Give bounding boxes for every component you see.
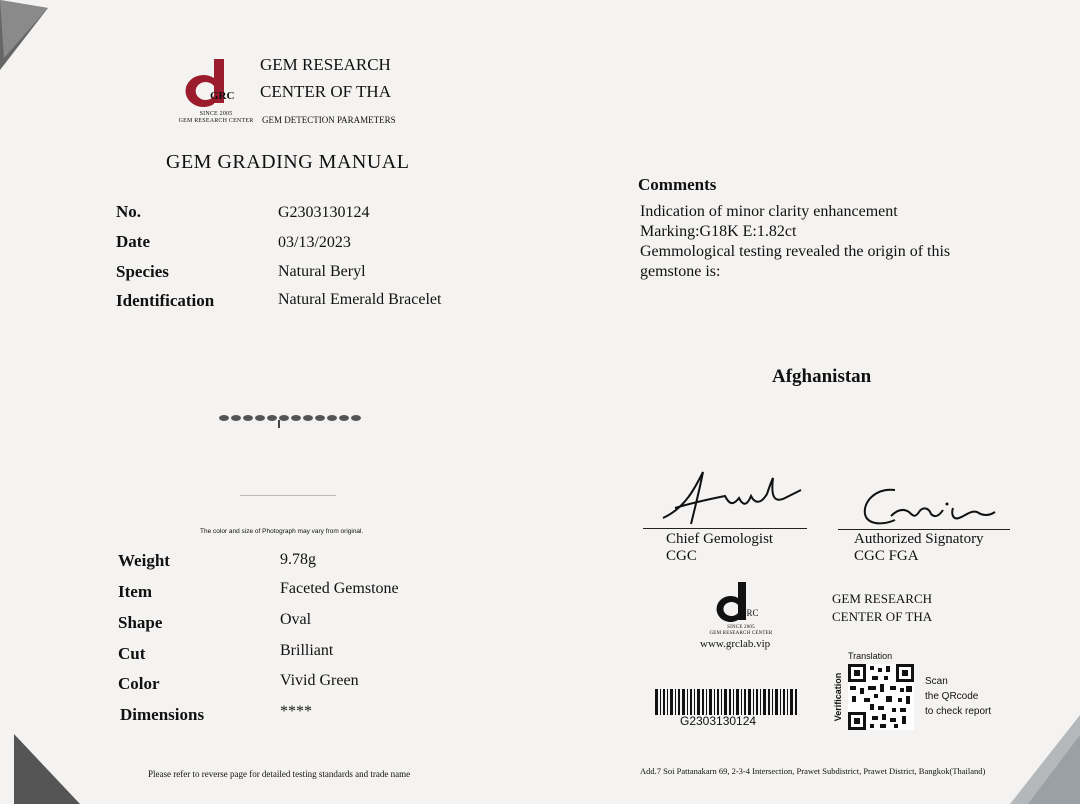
details-label-identification: Identification bbox=[116, 291, 215, 310]
corner-tab-bottom-right bbox=[1010, 715, 1080, 804]
prop-value-dimensions: **** bbox=[280, 703, 312, 720]
logo-since: SINCE 2005 bbox=[199, 111, 233, 117]
qr-side-label: Verification bbox=[833, 672, 843, 722]
authorized-signature-line bbox=[838, 529, 1010, 530]
details-label-date: Date bbox=[116, 232, 150, 251]
prop-label-color: Color bbox=[118, 674, 160, 693]
chief-signature-line bbox=[643, 528, 807, 529]
corner-tab-top-left bbox=[0, 0, 50, 72]
logo-text: GRC bbox=[210, 90, 235, 102]
page-title: GEM GRADING MANUAL bbox=[166, 151, 410, 173]
comments-line-2: Marking:G18K E:1.82ct bbox=[640, 223, 797, 240]
chief-subtitle: CGC bbox=[666, 548, 697, 564]
barcode-number: G2303130124 bbox=[680, 714, 757, 728]
prop-value-weight: 9.78g bbox=[280, 551, 316, 568]
qr-scan-line-3: to check report bbox=[925, 706, 992, 717]
org-name-line1: GEM RESEARCH bbox=[260, 55, 391, 74]
prop-value-color: Vivid Green bbox=[280, 672, 359, 689]
org-name-line2: CENTER OF THA bbox=[260, 82, 391, 101]
prop-value-shape: Oval bbox=[280, 611, 312, 628]
stamp-since: SINCE 2005 bbox=[727, 625, 755, 630]
authorized-signature bbox=[855, 482, 1005, 532]
prop-label-shape: Shape bbox=[118, 613, 163, 632]
details-value-species: Natural Beryl bbox=[278, 263, 366, 280]
comments-line-3: Gemmological testing revealed the origin of this bbox=[640, 243, 951, 260]
prop-label-cut: Cut bbox=[118, 644, 146, 663]
chief-gemologist-signature bbox=[655, 468, 805, 530]
details-label-species: Species bbox=[116, 262, 169, 281]
prop-value-item: Faceted Gemstone bbox=[280, 580, 399, 597]
qr-top-label: Translation bbox=[848, 651, 893, 661]
website-link[interactable]: www.grclab.vip bbox=[700, 638, 771, 650]
chief-title: Chief Gemologist bbox=[666, 531, 774, 547]
comments-heading: Comments bbox=[638, 175, 717, 194]
bracelet-photo bbox=[214, 408, 374, 508]
stamp-org-line1: GEM RESEARCH bbox=[832, 591, 933, 606]
qr-scan-line-1: Scan bbox=[925, 676, 948, 687]
header-logo bbox=[178, 56, 254, 128]
details-value-no: G2303130124 bbox=[278, 204, 370, 221]
authorized-title: Authorized Signatory bbox=[854, 531, 984, 547]
barcode bbox=[655, 689, 797, 715]
stamp-logo-text: GRC bbox=[740, 608, 759, 618]
address: Add.7 Soi Pattanakarn 69, 2-3-4 Intersection, Prawet Subdistrict, Prawet District, Bangkok(Thailand) bbox=[640, 766, 986, 776]
prop-label-item: Item bbox=[118, 582, 152, 601]
details-value-date: 03/13/2023 bbox=[278, 234, 351, 251]
qr-code[interactable] bbox=[848, 664, 914, 730]
prop-label-dimensions: Dimensions bbox=[120, 705, 205, 724]
comments-line-1: Indication of minor clarity enhancement bbox=[640, 203, 898, 220]
comments-line-4: gemstone is: bbox=[640, 263, 721, 280]
stamp-org-line2: CENTER OF THA bbox=[832, 609, 933, 624]
photo-note: The color and size of Photograph may vary from original. bbox=[200, 528, 364, 535]
logo-center: GEM RESEARCH CENTER bbox=[178, 118, 254, 124]
details-label-no: No. bbox=[116, 202, 142, 221]
footer-note: Please refer to reverse page for detailed testing standards and trade name bbox=[148, 769, 411, 779]
prop-label-weight: Weight bbox=[118, 551, 170, 570]
qr-scan-line-2: the QRcode bbox=[925, 691, 979, 702]
stamp-center: GEM RESEARCH CENTER bbox=[709, 631, 773, 636]
org-subtitle: GEM DETECTION PARAMETERS bbox=[262, 115, 396, 125]
prop-value-cut: Brilliant bbox=[280, 642, 334, 659]
authorized-subtitle: CGC FGA bbox=[854, 548, 919, 564]
details-value-identification: Natural Emerald Bracelet bbox=[278, 291, 442, 308]
origin-value: Afghanistan bbox=[772, 366, 872, 387]
corner-tab-bottom-left bbox=[0, 730, 86, 804]
